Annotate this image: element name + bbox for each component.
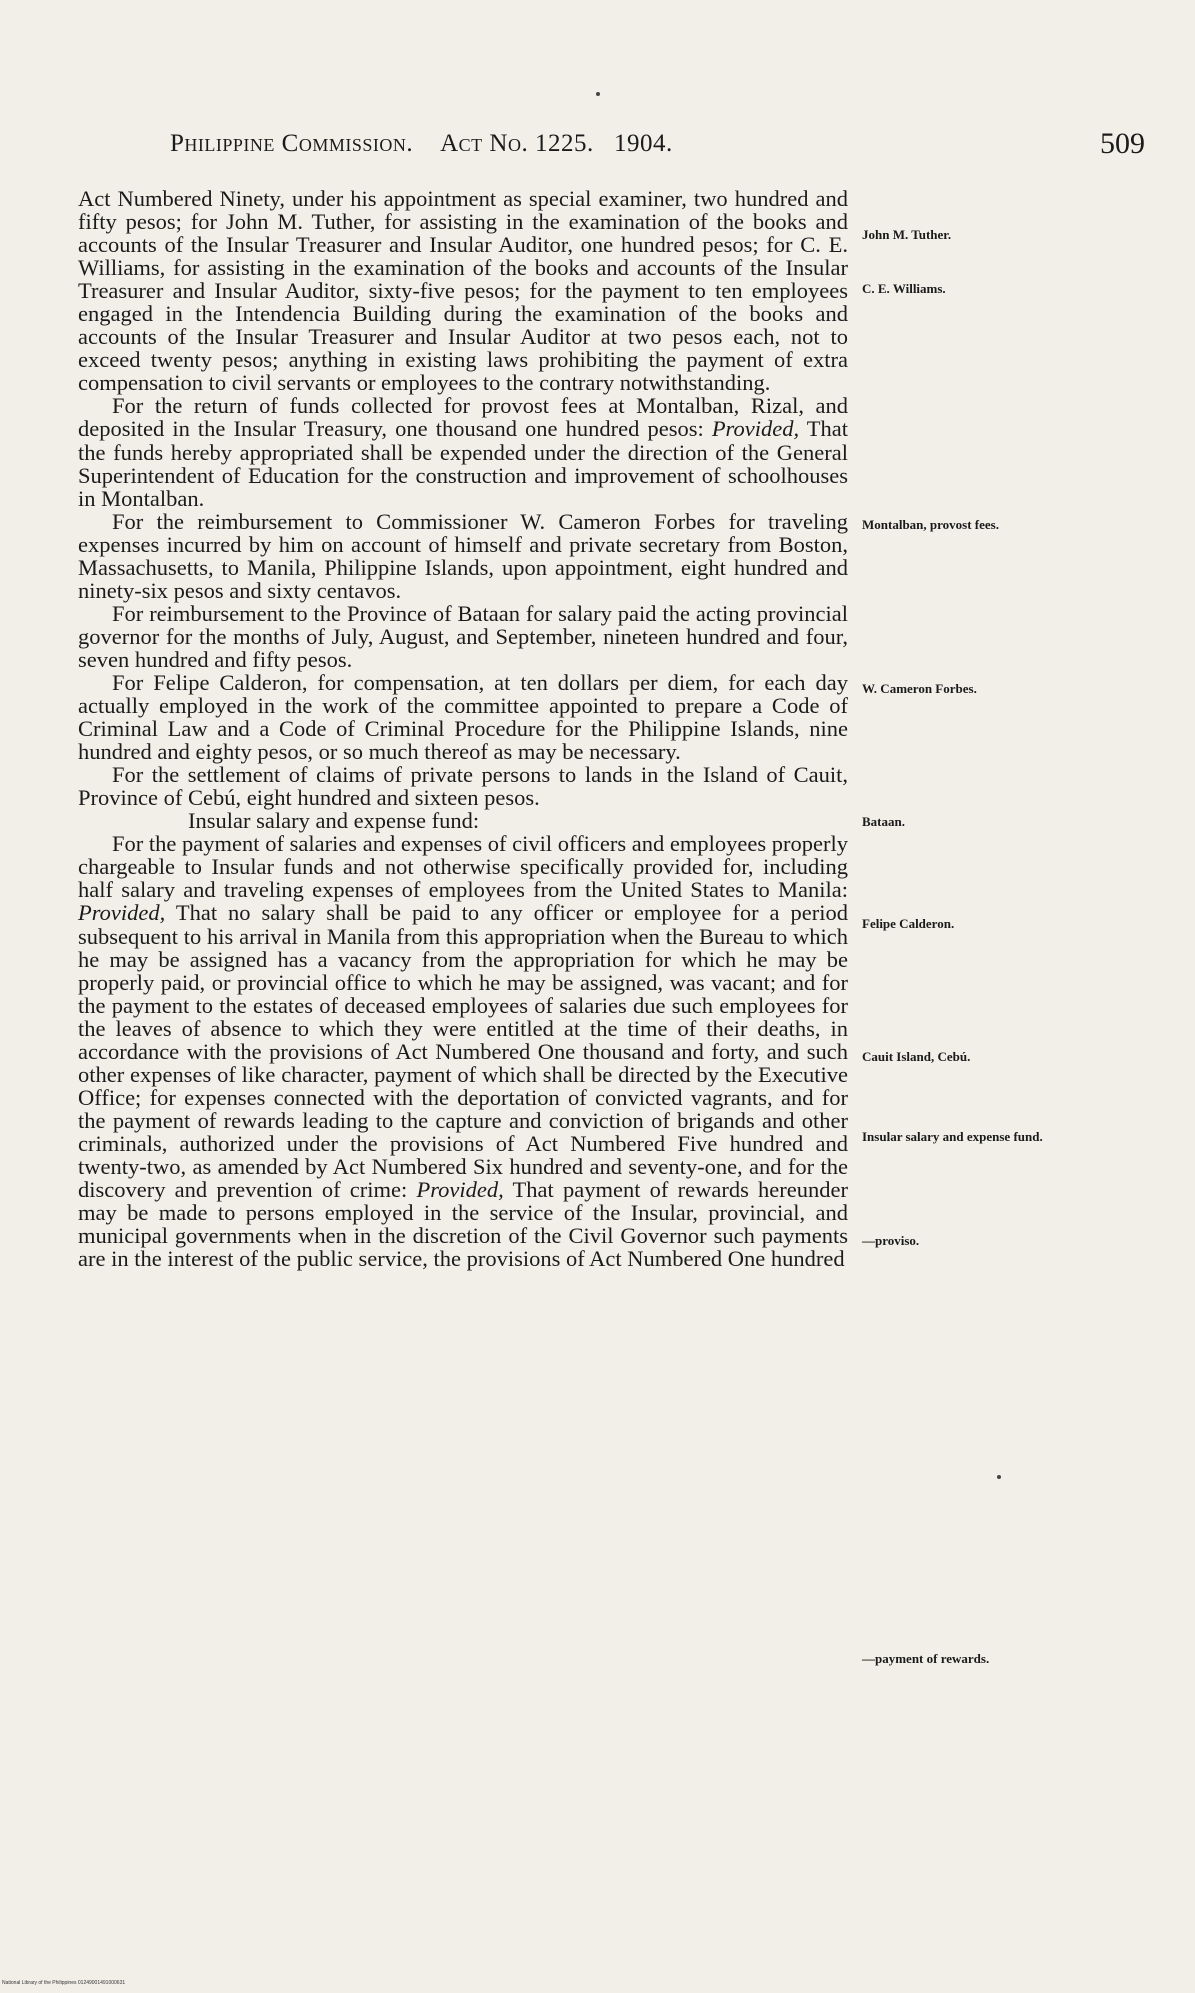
italic-proviso: Provided, [711, 416, 800, 442]
body-paragraph [78, 671, 848, 763]
margin-note-williams: C. E. Williams. [862, 281, 946, 296]
body-text [78, 187, 848, 1270]
margin-note-cauit: Cauit Island, Cebú. [862, 1049, 971, 1064]
text-run: Insular salary and expense fund: [188, 808, 480, 834]
italic-proviso: Provided, [416, 1177, 504, 1203]
text-run: For the return of funds collected for provost fees at Montalban, Rizal, and deposited in the Insular Treasury, one thousand one hundred pesos: [78, 393, 848, 442]
text-run: For the settlement of claims of private persons to lands in the Island of Cauit, Province of Cebú, eight hundred and sixteen pesos. [78, 762, 848, 811]
margin-note-proviso: —proviso. [862, 1233, 920, 1248]
body-paragraph [78, 832, 848, 1270]
body-paragraph [78, 187, 848, 394]
body-paragraph [78, 602, 848, 671]
header-act: Act No. 1225. [440, 130, 594, 157]
text-run: That payment of rewards hereunder may be made to persons employed in the service of the Insular, provincial, and municipal governments when in the discretion of the Civil Governor such payments are in the interest of the public service, the provisions of Act Numbered One hundred [78, 1177, 849, 1272]
body-paragraph [78, 763, 848, 809]
margin-note-forbes: W. Cameron Forbes. [862, 681, 977, 696]
text-run: Act Numbered Ninety, under his appointment as special examiner, two hundred and fifty pesos; for John M. Tuther, for assisting in the examination of the books and accounts of the Insular Treasurer and Insular Auditor, one hundred pesos; for C. E. Williams, for assisting in the examination of the books and accounts of the Insular Treasurer and Insular Auditor, sixty-five pesos; for the payment to ten employees engaged in the Intendencia Building during the examination of the books and accounts of the Insular Treasurer and Insular Auditor at two pesos each, not to exceed twenty pesos; anything in existing laws prohibiting the payment of extra compensation to civil servants or employees to the contrary notwithstanding. [78, 186, 848, 396]
body-paragraph [78, 394, 848, 509]
text-run: For reimbursement to the Province of Bataan for salary paid the acting provincial governor for the months of July, August, and September, nineteen hundred and four, seven hundred and fifty pesos. [78, 600, 848, 672]
margin-note-calderon: Felipe Calderon. [862, 916, 955, 931]
running-header [170, 130, 750, 158]
section-heading [78, 809, 848, 832]
page-number: 509 [1100, 127, 1145, 160]
text-run: That the funds hereby appropriated shall be expended under the direction of the General Superintendent of Education for the construction and improvement of schoolhouses in Montalban. [78, 416, 849, 511]
text-run: For the payment of salaries and expenses of civil officers and employees properly chargeable to Insular funds and not otherwise specifically provided for, including half salary and traveling expenses of employees from the United States to Manila: [78, 831, 848, 903]
print-speck [997, 1475, 1001, 1479]
italic-proviso: Provided, [78, 900, 166, 926]
margin-note-tuther: John M. Tuther. [862, 227, 952, 242]
text-run: For the reimbursement to Commissioner W. Cameron Forbes for traveling expenses incurred by him on account of himself and private secretary from Boston, Massachusetts, to Manila, Philippine Islands, upon appointment, eight hundred and ninety-six pesos and sixty centavos. [78, 508, 848, 603]
print-speck [596, 92, 600, 96]
margin-note-insular: Insular salary and expense fund. [862, 1129, 1043, 1144]
text-run: That no salary shall be paid to any officer or employee for a period subsequent to his arrival in Manila from this appropriation when the Bureau to which he may be assigned has a vacancy from the appropriation for which he may be properly paid, or provincial office to which he may be assigned, was vacant; and for the payment to the estates of deceased employees of salaries due such employees for the leaves of absence to which they were entitled at the time of their deaths, in accordance with the provisions of Act Numbered One thousand and forty, and such other expenses of like character, payment of which shall be directed by the Executive Office; for expenses connected with the deportation of convicted vagrants, and for the payment of rewards leading to the capture and conviction of brigands and other criminals, authorized under the provisions of Act Numbered Five hundred and twenty-two, as amended by Act Numbered Six hundred and seventy-one, and for the discovery and prevention of crime: [78, 900, 848, 1203]
margin-note-bataan: Bataan. [862, 814, 905, 829]
scan-footer: National Library of the Philippines 01249001491000631 [2, 1980, 126, 1986]
margin-note-montalban: Montalban, provost fees. [862, 517, 999, 532]
header-year: 1904. [613, 130, 673, 157]
margin-note-rewards: —payment of rewards. [862, 1651, 990, 1666]
header-commission: Philippine Commission. [170, 130, 414, 157]
text-run: For Felipe Calderon, for compensation, at ten dollars per diem, for each day actually employed in the work of the committee appointed to prepare a Code of Criminal Law and a Code of Criminal Procedure for the Philippine Islands, nine hundred and eighty pesos, or so much thereof as may be necessary. [78, 669, 848, 765]
body-paragraph [78, 510, 848, 602]
